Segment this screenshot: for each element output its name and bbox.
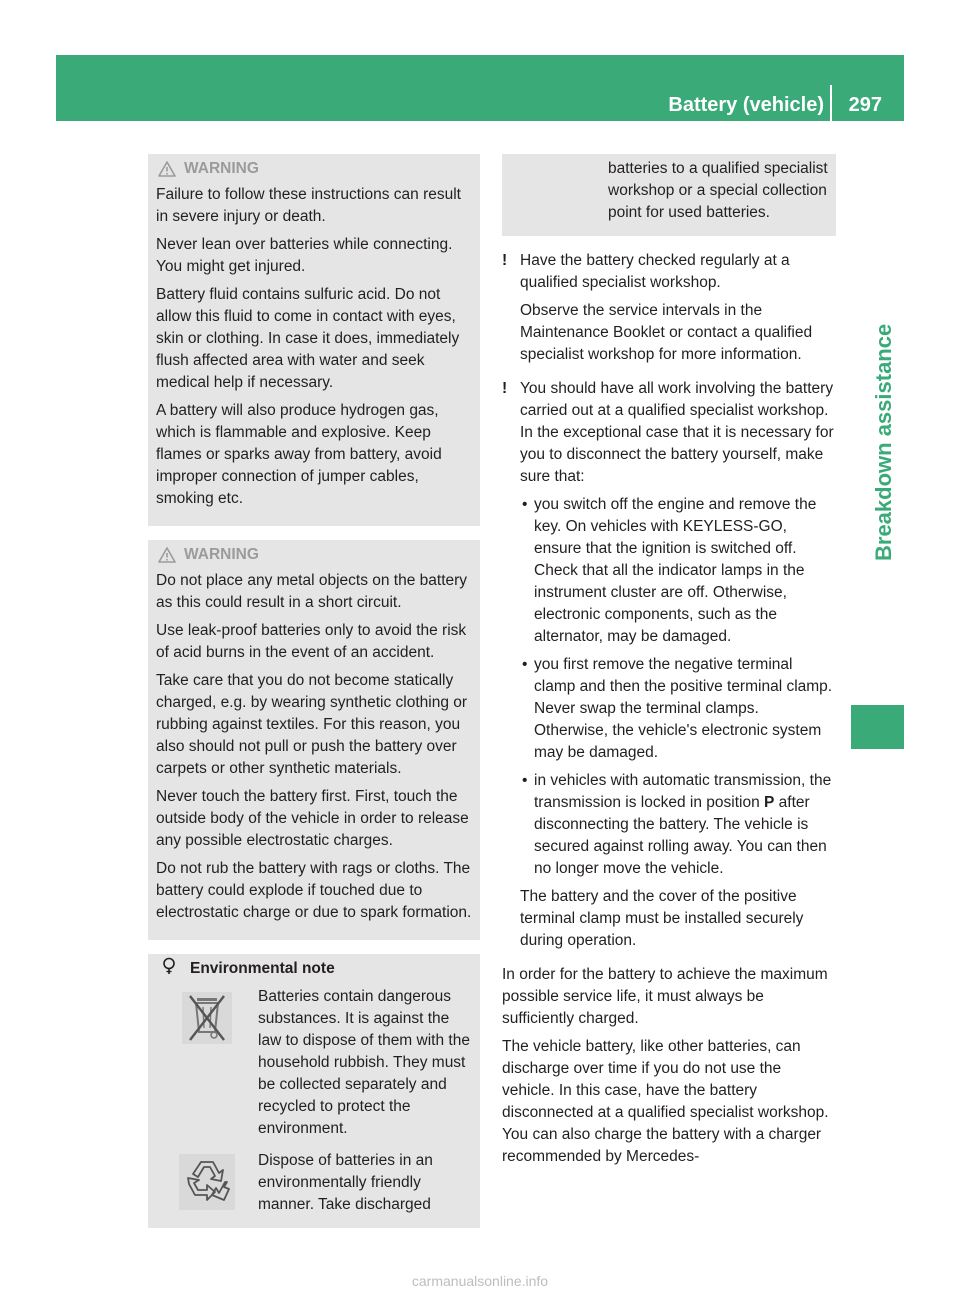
watermark: carmanualsonline.info <box>411 1273 549 1289</box>
chapter-tab-label: Breakdown assistance <box>871 323 896 561</box>
body-paragraph: The vehicle battery, like other batteries, can discharge over time if you do not use the vehicle. In this case, have the battery disconnected at a qualified specialist workshop. You can also charge the battery with a charger recommended by Mercedes- <box>502 1038 829 1165</box>
warning-paragraph: A battery will also produce hydrogen gas, which is flammable and explosive. Keep flames or sparks away from battery, avoid improper connection of jumper cables, smoking etc. <box>156 402 442 507</box>
environmental-note-text: batteries to a qualified specialist workshop or a special collection point for used batteries. <box>608 160 828 221</box>
header-divider <box>830 85 832 121</box>
warning-triangle-icon <box>158 547 176 563</box>
lightbulb-icon <box>162 957 176 982</box>
gear-position-label: P <box>764 794 775 811</box>
crossed-bin-icon <box>156 986 258 1140</box>
note-paragraph: Have the battery checked regularly at a qualified specialist workshop. <box>520 252 790 291</box>
warning-paragraph: Never lean over batteries while connecting. You might get injured. <box>156 236 453 275</box>
list-item: • you first remove the negative terminal clamp and then the positive terminal clamp. Never swap the terminal clamps. Otherwise, the vehicle's electronic system may be damaged. <box>520 654 836 764</box>
warning-paragraph: Battery fluid contains sulfuric acid. Do not allow this fluid to come in contact with eyes, skin or clothing. In case it does, immediately flush affected area with water and seek medical help if necessary. <box>156 286 460 391</box>
body-paragraph: In order for the battery to achieve the maximum possible service life, it must always be sufficiently charged. <box>502 966 828 1027</box>
warning-paragraph: Failure to follow these instructions can result in severe injury or death. <box>156 186 461 225</box>
left-column <box>148 154 480 1228</box>
material-damage-note <box>502 250 836 372</box>
header-bar <box>56 55 904 121</box>
warning-heading <box>156 544 472 566</box>
list-item-text: in vehicles with automatic transmission, the transmission is locked in position <box>534 772 832 811</box>
environmental-note-heading <box>156 958 472 980</box>
warning-title: WARNING <box>184 160 259 177</box>
environmental-note-item <box>156 986 472 1140</box>
environmental-note-box <box>148 954 480 1228</box>
note-body <box>520 250 836 372</box>
warning-heading <box>156 158 472 180</box>
section-title: Battery (vehicle) <box>668 94 824 116</box>
list-item: • you switch off the engine and remove the key. On vehicles with KEYLESS-GO, ensure that the ignition is switched off. Check that all the indicator lamps in the instrument cluster are off. Otherwise, electronic components, such as the alternator, may be damaged. <box>520 494 836 648</box>
chapter-tab-marker <box>851 705 904 749</box>
warning-box <box>148 540 480 940</box>
note-paragraph: You should have all work involving the battery carried out at a qualified specialist workshop. In the exceptional case that it is necessary for you to disconnect the battery yourself, make sure that: <box>520 380 834 485</box>
list-item <box>520 770 836 880</box>
material-damage-note <box>502 378 836 958</box>
note-paragraph: Observe the service intervals in the Maintenance Booklet or contact a qualified specialist workshop for more information. <box>520 302 813 363</box>
warning-paragraph: Use leak-proof batteries only to avoid the risk of acid burns in the event of an accident. <box>156 622 467 661</box>
warning-title: WARNING <box>184 546 259 563</box>
recycle-icon <box>156 1150 258 1216</box>
list-item-text: after disconnecting the battery. The vehicle is secured against rolling away. You can then no longer move the vehicle. <box>534 794 827 877</box>
environmental-note-item <box>156 1150 472 1216</box>
exclamation-icon: ! <box>502 380 508 397</box>
page-number: 297 <box>848 94 882 116</box>
environmental-note-continuation <box>502 154 836 236</box>
environmental-note-title: Environmental note <box>190 960 335 977</box>
environmental-note-text: Batteries contain dangerous substances. It is against the law to dispose of them with the household rubbish. They must be collected separately and recycled to protect the environment. <box>258 988 470 1137</box>
warning-paragraph: Never touch the battery first. First, touch the outside body of the vehicle in order to release any possible electrostatic charges. <box>156 788 469 849</box>
environmental-note-text: Dispose of batteries in an environmentally friendly manner. Take discharged <box>258 1152 433 1213</box>
note-body <box>520 378 836 958</box>
chapter-tab <box>851 121 904 701</box>
note-paragraph: The battery and the cover of the positive terminal clamp must be installed securely during operation. <box>520 888 804 949</box>
warning-paragraph: Take care that you do not become statically charged, e.g. by wearing synthetic clothing or rubbing against textiles. For this reason, you also should not pull or push the battery over carpets or other synthetic materials. <box>156 672 468 777</box>
bullet-list <box>520 494 836 880</box>
warning-triangle-icon <box>158 161 176 177</box>
exclamation-icon: ! <box>502 252 508 269</box>
warning-box <box>148 154 480 526</box>
right-column <box>502 154 836 1174</box>
warning-paragraph: Do not place any metal objects on the battery as this could result in a short circuit. <box>156 572 468 611</box>
warning-paragraph: Do not rub the battery with rags or cloths. The battery could explode if touched due to electrostatic charge or due to spark formation. <box>156 860 472 921</box>
